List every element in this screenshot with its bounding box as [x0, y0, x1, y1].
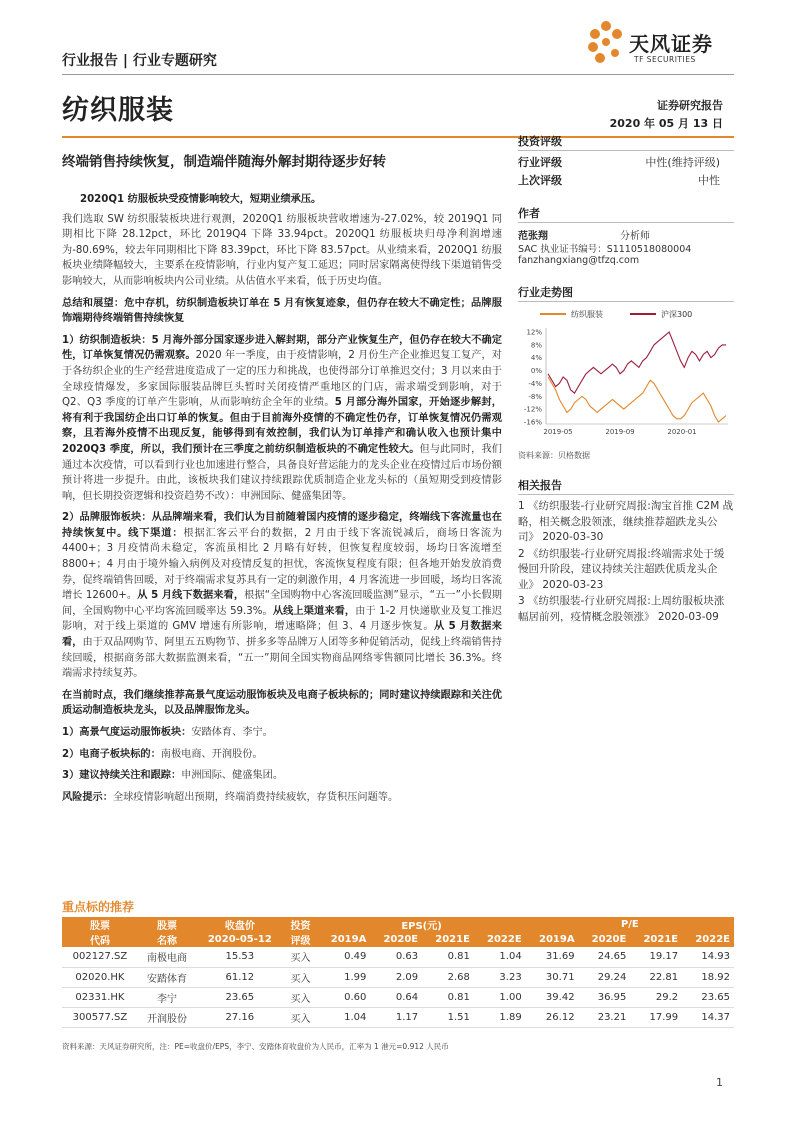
col-head: 2019A — [526, 932, 579, 947]
picks-table — [62, 917, 734, 1028]
table-cell: 1.99 — [344, 971, 367, 983]
report-date: 2020 年 05 月 13 日 — [609, 117, 723, 130]
brand-name-en: TF SECURITIES — [634, 55, 696, 64]
table-cell: 1.00 — [499, 991, 522, 1003]
legend-label: 沪深300 — [661, 310, 693, 319]
col-head: 2022E — [474, 932, 526, 947]
col-head: P/E — [526, 917, 734, 932]
col-head: 投资 — [284, 917, 318, 932]
p1-head: 2020Q1 纺服板块受疫情影响较大，短期业绩承压。 — [80, 194, 322, 205]
col-head: 2020E — [370, 932, 422, 947]
trend-rule — [518, 301, 734, 302]
table-cell: 30.71 — [545, 971, 575, 983]
table-cell: 南极电商 — [147, 953, 188, 965]
author-rule — [518, 222, 734, 223]
logo-mark-icon — [586, 20, 628, 66]
table-cell: 15.53 — [225, 951, 255, 963]
y-tick-label: -4% — [528, 379, 542, 388]
table-cell: 1.17 — [395, 1011, 419, 1023]
y-tick-label: 12% — [526, 328, 542, 337]
y-tick-label: 0% — [530, 367, 542, 376]
table-cell: 1.51 — [447, 1011, 470, 1023]
p3: 1）纺织制造板块：5 月海外部分国家逐步进入解封期，部分产业恢复生产，但仍存在较大不确定性，订单恢复情况仍需观察。2020 年一季度，由于疫情影响，2 月份生产企业推迟复工复产，对于各纺织企业的生产经营进度造成了一定的压力和挑战，也使得部分订单推迟交付；3 月以来由于全球疫情爆发，多家国际服装品牌巨头暂时关闭疫情严重地区的门店，需求端受到影响，对于 Q2、Q3 季度的订单产生影响，从而影响纺企全年的业绩。5 月部分海外国家，开始逐步解封，将有利于我国纺企出口订单的恢复。但由于目前海外疫情的不确定性仍存，订单恢复情况仍需观察，且若海外疫情不出现反复，能够得到有效控制，我们认为订单排产和确认收入也预计集中 2020Q3 季度，所以，我们预计在三季度之前纺织制造板块的不确定性较大。但与此同时，我们通过本次疫情，可以看到行业也加速进行整合，具备良好营运能力的龙头企业在疫情过后市场份额预计将进一步提升。由此，该板块我们建议持续跟踪优质制造企业龙头标的（虽短期受到疫情影响，但长期投资逻辑和投资趋势不改）：申洲国际、健盛集团等。 — [62, 334, 502, 502]
table-cell: 18.92 — [701, 971, 730, 983]
table-cell: 14.93 — [701, 951, 730, 963]
report-title: 终端销售持续恢复，制造端伴随海外解封期待逐步好转 — [62, 154, 386, 170]
table-cell: 23.65 — [225, 991, 255, 1003]
trend-chart — [518, 304, 734, 444]
header-divider — [62, 74, 734, 75]
table-cell: 02331.HK — [75, 991, 125, 1003]
table-cell: 1.04 — [344, 1011, 367, 1023]
x-tick-label: 2019-09 — [605, 428, 635, 436]
table-cell: 开润股份 — [147, 1013, 188, 1025]
y-tick-label: -8% — [528, 392, 542, 401]
table-cell: 39.42 — [545, 991, 575, 1003]
table-cell: 买入 — [290, 1013, 311, 1025]
related-item[interactable]: 3 《纺织服装-行业研究周报:上周纺服板块涨幅居前列，疫情概念股领涨》 2020-03-09 — [518, 595, 725, 623]
table-cell: 27.16 — [225, 1011, 255, 1023]
author-title: 作者 — [518, 207, 540, 220]
table-cell: 安踏体育 — [147, 973, 188, 985]
rating-title: 投资评级 — [518, 135, 562, 148]
main-body — [62, 192, 502, 811]
author-email[interactable]: fanzhangxiang@tfzq.com — [518, 255, 640, 266]
y-tick-label: 4% — [530, 354, 542, 363]
related-item[interactable]: 2 《纺织服装-行业研究周报:终端需求处于缓慢回升阶段，建议持续关注超跌优质龙头企业》 2020-03-23 — [518, 547, 725, 591]
col-head: 2021E — [630, 932, 682, 947]
table-cell: 0.49 — [344, 951, 367, 963]
picks-section-title: 重点标的推荐 — [62, 900, 135, 914]
trend-source: 资料来源：贝格数据 — [518, 451, 590, 460]
table-cell: 1.04 — [499, 951, 522, 963]
table-cell: 300577.SZ — [72, 1011, 128, 1023]
rec-2: 2）电商子板块标的：南极电商、开润股份。 — [62, 748, 263, 760]
p5-head: 在当前时点，我们继续推荐高景气度运动服饰板块及电商子板块标的；同时建议持续跟踪和关注优质运动制造板块龙头，以及品牌服饰龙头。 — [62, 689, 502, 717]
sidebar-author — [518, 206, 734, 269]
table-cell: 29.24 — [597, 971, 627, 983]
table-row — [62, 967, 734, 987]
p1: 我们选取 SW 纺织服装板块进行观测，2020Q1 纺服板块营收增速为-27.02%，较 2019Q1 同期相比下降 28.12pct，环比 2019Q4 下降 33.94pct。2020Q1 纺服板块归母净利润增速为-80.69%，较去年同期相比下降 83.39pct，环比下降 83.57pct。从业绩来看，2020Q1 纺服板块业绩降幅较大，主要系在疫情影响，行业内复产复工延迟；同时居家隔离使得线下渠道销售受影响较大，从而影响板块内公司业绩。从估值水平来看，低于历史均值。 — [62, 213, 502, 287]
table-cell: 24.65 — [597, 951, 627, 963]
table-cell: 22.81 — [649, 971, 679, 983]
sidebar-related — [518, 478, 734, 625]
table-cell: 23.65 — [701, 991, 730, 1003]
trend-chart-svg — [518, 304, 734, 444]
table-cell: 1.89 — [499, 1011, 522, 1023]
table-cell: 19.17 — [649, 951, 679, 963]
col-head: 2020-05-12 — [196, 932, 283, 947]
rec-1: 1）高景气度运动服饰板块：安踏体育、李宁。 — [62, 727, 273, 738]
table-cell: 买入 — [290, 953, 311, 965]
related-rule — [518, 494, 734, 495]
table-cell: 买入 — [290, 993, 311, 1005]
y-tick-label: -12% — [523, 405, 542, 414]
author-cert: SAC 执业证书编号：S1110518080004 — [518, 244, 692, 255]
sector-title: 纺织服装 — [62, 95, 174, 126]
col-head: 代码 — [62, 932, 138, 947]
col-head: 股票 — [138, 917, 196, 932]
risk-note: 风险提示：全球疫情影响超出预期，终端消费持续疲软，存货积压问题等。 — [62, 791, 399, 803]
picks-head-row-1 — [62, 917, 734, 932]
author-row: 范张翔 分析师 — [518, 231, 650, 242]
y-tick-label: -16% — [523, 418, 542, 427]
x-tick-label: 2019-05 — [543, 428, 573, 436]
picks-source: 资料来源：天风证券研究所，注：PE=收盘价/EPS，李宁、安踏体育收盘价为人民币，汇率为 1 港元=0.912 人民币 — [62, 1042, 449, 1051]
brand-name-cn: 天风证券 — [629, 32, 713, 56]
table-cell: 29.2 — [655, 991, 679, 1003]
table-cell: 14.37 — [701, 1011, 730, 1023]
related-item[interactable]: 1 《纺织服装-行业研究周报:淘宝首推 C2M 战略，相关概念股领涨，继续推荐超跌龙头公司》 2020-03-30 — [518, 500, 734, 543]
table-cell: 17.99 — [649, 1011, 679, 1023]
y-tick-label: 8% — [530, 341, 542, 350]
report-type: 行业报告 | 行业专题研究 — [62, 53, 217, 69]
table-cell: 36.95 — [597, 991, 627, 1003]
col-head: 2019A — [317, 932, 370, 947]
page-number: 1 — [716, 1076, 723, 1089]
table-row — [62, 947, 734, 967]
table-cell: 2.09 — [395, 971, 419, 983]
table-cell: 002127.SZ — [72, 951, 128, 963]
p2-head: 总结和展望：危中存机，纺织制造板块订单在 5 月有恢复迹象，但仍存在较大不确定性；品牌服饰端期待终端销售持续恢复 — [62, 297, 502, 325]
table-cell: 0.60 — [344, 991, 367, 1003]
table-cell: 0.63 — [395, 951, 419, 963]
table-cell: 买入 — [290, 973, 311, 985]
prev-rating-row: 上次评级 中性 — [518, 174, 720, 187]
table-cell: 0.81 — [447, 991, 470, 1003]
table-cell: 23.21 — [597, 1011, 627, 1023]
col-head: 收盘价 — [196, 917, 283, 932]
picks-head-row-2 — [62, 932, 734, 947]
rec-3: 3）建议持续关注和跟踪：申洲国际、健盛集团。 — [62, 770, 284, 782]
col-head: 评级 — [284, 932, 318, 947]
table-cell: 3.23 — [499, 971, 522, 983]
related-title: 相关报告 — [518, 479, 562, 492]
table-cell: 李宁 — [157, 993, 178, 1005]
table-cell: 61.12 — [225, 971, 255, 983]
col-head: 名称 — [138, 932, 196, 947]
col-head: 2020E — [579, 932, 631, 947]
doc-type: 证券研究报告 — [657, 99, 723, 112]
legend-label: 纺织服装 — [571, 310, 603, 319]
rating-rule — [518, 150, 734, 151]
sidebar-trend — [518, 285, 734, 302]
col-head: EPS(元) — [317, 917, 525, 932]
table-cell: 2.68 — [447, 971, 470, 983]
series-line — [548, 332, 726, 393]
table-cell: 26.12 — [545, 1011, 575, 1023]
x-tick-label: 2020-01 — [667, 428, 697, 436]
series-line — [548, 377, 726, 422]
brand-logo — [586, 20, 736, 66]
table-row — [62, 1007, 734, 1027]
industry-rating-row: 行业评级 中性(维持评级) — [518, 156, 720, 169]
p4: 2）品牌服饰板块：从品牌端来看，我们认为目前随着国内疫情的逐步稳定，终端线下客流量也在持续恢复中。线下渠道：根据汇客云平台的数据，2 月由于线下客流锐减后，商场日客流为 4400+；3 月疫情尚未稳定，客流虽相比 2 月略有好转，但恢复程度较弱，场均日客流增至 8800+；4 月由于境外输入病例及对疫情反复的担忧，客流恢复程度有限；但各地开始发放消费券，促终端销售回暖，对于终端需求复苏具有一定的刺激作用，4 月客流进一步回暖，场均日客流增长 12600+。从 5 月线下数据来看，根据“全国购物中心客流回暖监测”显示，“五一”小长假期间，全国购物中心平均客流回暖率达 59.3%。从线上渠道来看，由于 1-2 月快递歇业及复工推迟影响，对于线上渠道的 GMV 增速有所影响，增速略降；但 3、4 月逐步恢复。从 5 月数据来看，由于双品网购节、阿里五五购物节、拼多多等品牌万人团等多种促销活动，促线上终端销售持续回暖，根据商务部大数据监测来看，“五一”期间全国实物商品网络零售额同比增长 36.3%。终端需求持续复苏。 — [62, 512, 503, 680]
col-head: 2021E — [422, 932, 474, 947]
sidebar-rating — [518, 134, 734, 189]
table-row — [62, 987, 734, 1007]
table-cell: 31.69 — [545, 951, 575, 963]
col-head: 股票 — [62, 917, 138, 932]
table-cell: 0.81 — [447, 951, 470, 963]
table-cell: 02020.HK — [75, 971, 125, 983]
table-cell: 0.64 — [395, 991, 419, 1003]
trend-title: 行业走势图 — [518, 286, 573, 299]
col-head: 2022E — [682, 932, 734, 947]
